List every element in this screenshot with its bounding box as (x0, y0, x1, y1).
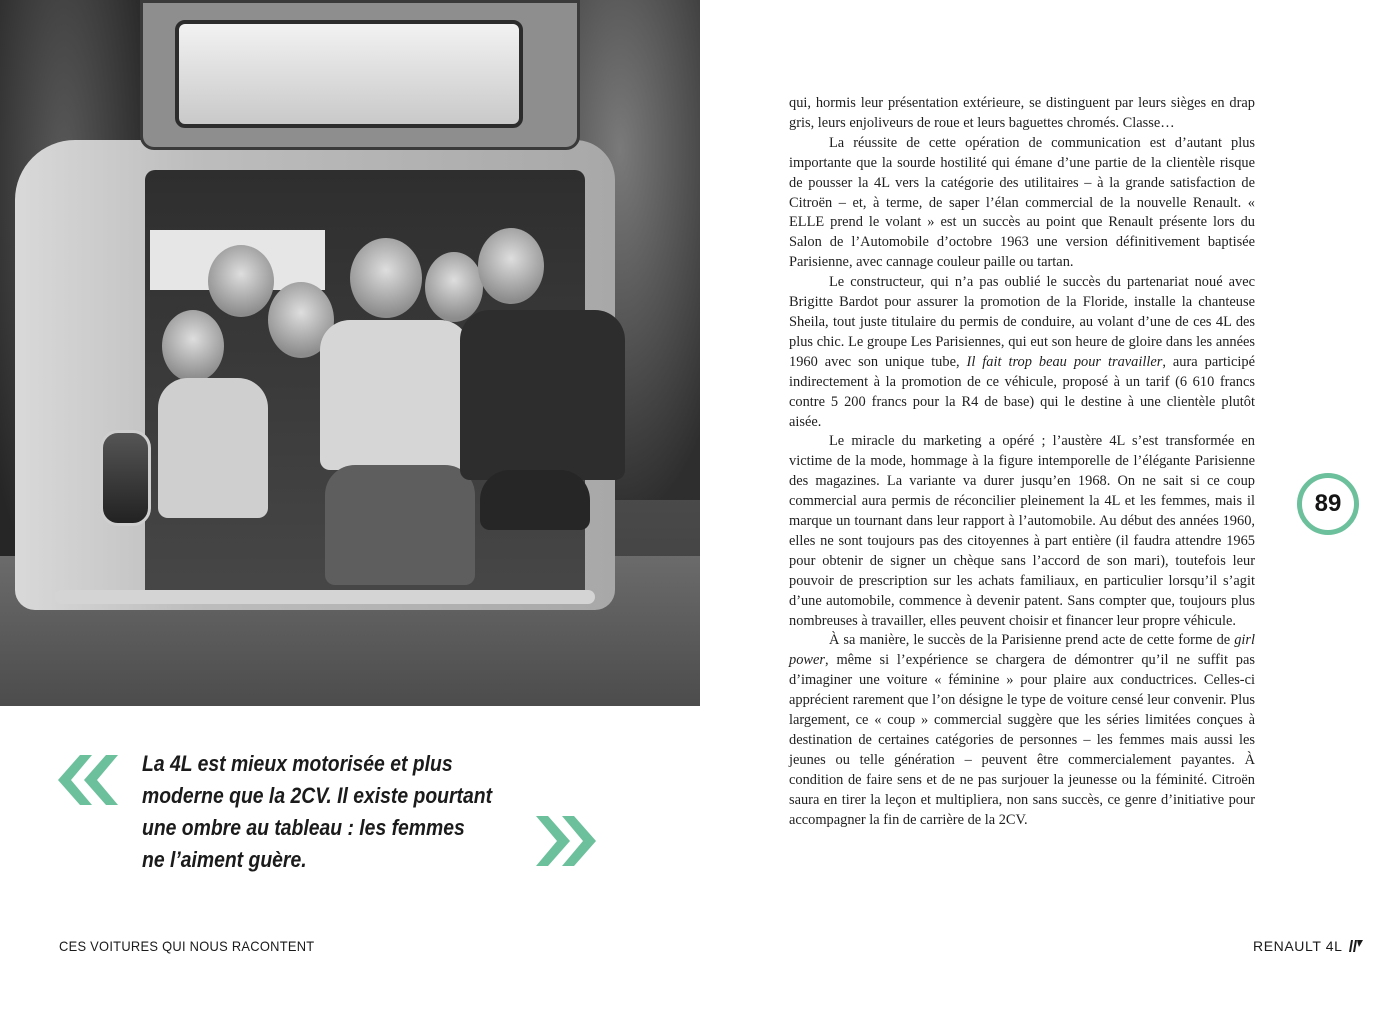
paragraph-text: , aura participé indirectement à la promotion de ce véhicule, proposé à un tarif (6 610 francs contre 5 200 francs pour la R4 de base) qui le destine à une clientèle plutôt aisée. (789, 353, 1255, 430)
open-quote-icon (58, 755, 118, 805)
paragraph-text: À sa manière, le succès de la Parisienne prend acte de cette forme de (829, 632, 1235, 649)
page-number-badge: 89 (1297, 473, 1359, 535)
running-footer-chapter (1253, 938, 1363, 954)
child-face (350, 238, 422, 318)
paragraph (789, 631, 1255, 830)
paragraph (789, 273, 1255, 432)
pull-quote-line: une ombre au tableau : les femmes (142, 815, 465, 840)
pull-quote (142, 748, 494, 876)
child-skirt (325, 465, 475, 585)
paragraph: Le miracle du marketing a opéré ; l’austère 4L s’est transformée en victime de la mode, hommage à la figure intemporelle de l’élégante Parisienne des magazines. La variante va durer jusqu’en 1968. On ne sait si ce coup commercial aura permis de réconcilier pleinement la 4L et les femmes, mais il marque un tournant dans leur rapport à l’automobile. Au début des années 1960, elles ne sont toujours pas des citoyennes à part entière (il faudra attendre 1965 pour obtenir de signer un chèque sans l’accord de son mari), toutefois leur pouvoir de prescription sur les achats familiaux, en particulier lorsqu’il s’agit d’une automobile, commence à devenir patent. Sans compter que, toujours plus nombreuses à travailler, elles peuvent choisir et financer leur propre véhicule. (789, 433, 1255, 629)
running-footer-book-title: CES VOITURES QUI NOUS RACONTENT (59, 938, 315, 954)
child-face (425, 252, 483, 322)
body-text-column (789, 94, 1255, 831)
child-sweater-dark (460, 310, 625, 480)
car-taillight (100, 430, 151, 526)
child-sweater (320, 320, 470, 470)
close-quote-icon (536, 816, 596, 866)
child-face (162, 310, 224, 382)
paragraph-text: , même si l’expérience se chargera de démontrer qu’il ne suffit pas d’imaginer une voiture « féminine » pour plaire aux conductrices. Celles-ci apprécient rarement que l’on désigne le type de voiture censé leur convenir. Plus largement, ce « coup » commercial suggère que les séries limitées conçues à destination de certaines catégories de personnes – les femmes mais aussi les jeunes ou telle génération – peuvent être commercialement payantes. À condition de faire sens et de ne pas surjouer la jeunesse ou la féminité. Citroën saura en tirer la leçon et multipliera, non sans succès, ce genre d’initiative pour accompagner la fin de carrière de la 2CV. (789, 652, 1255, 828)
paragraph: La réussite de cette opération de communication est d’autant plus importante que la sourde hostilité qui émane d’une partie de la clientèle risque de pousser la 4L vers la catégorie des utilitaires – à la grande satisfaction de Citroën – et, à terme, de saper l’élan commercial de la nouvelle Renault. « ELLE prend le volant » est un succès au point que Renault présente lors du Salon de l’Automobile d’octobre 1963 une version définitivement baptisée Parisienne, avec cannage couleur paille ou tartan. (789, 134, 1255, 271)
car-bumper (55, 590, 595, 604)
italic-phrase: girl power (789, 632, 1255, 669)
paragraph-text: Le constructeur, qui n’a pas oublié le succès du partenariat noué avec Brigitte Bardot pour assurer la promotion de la Floride, installe la chanteuse Sheila, tout juste titulaire du permis de conduire, au volant d’une de ces 4L des plus chic. Le groupe Les Parisiennes, qui eut son heure de gloire dans les années 1960 avec son unique tube, (789, 274, 1255, 370)
photo-children-in-renault-4l (0, 0, 700, 706)
song-title: Il fait trop beau pour travailler (966, 353, 1163, 370)
pull-quote-line: moderne que la 2CV. Il existe pourtant (142, 783, 493, 808)
pull-quote-line: La 4L est mieux motorisée et plus (142, 751, 453, 776)
chapter-title: RENAULT 4L (1253, 938, 1343, 954)
child-face (478, 228, 544, 304)
tailgate-window (175, 20, 523, 128)
publisher-logo-icon (1349, 940, 1363, 952)
child-shorts (480, 470, 590, 530)
pull-quote-line: ne l’aiment guère. (142, 847, 307, 872)
paragraph: qui, hormis leur présentation extérieure, se distinguent par leurs sièges en drap gris, leurs enjoliveurs de roue et leurs baguettes chromés. Classe… (789, 95, 1255, 131)
child-face (208, 245, 274, 317)
child-dress (158, 378, 268, 518)
